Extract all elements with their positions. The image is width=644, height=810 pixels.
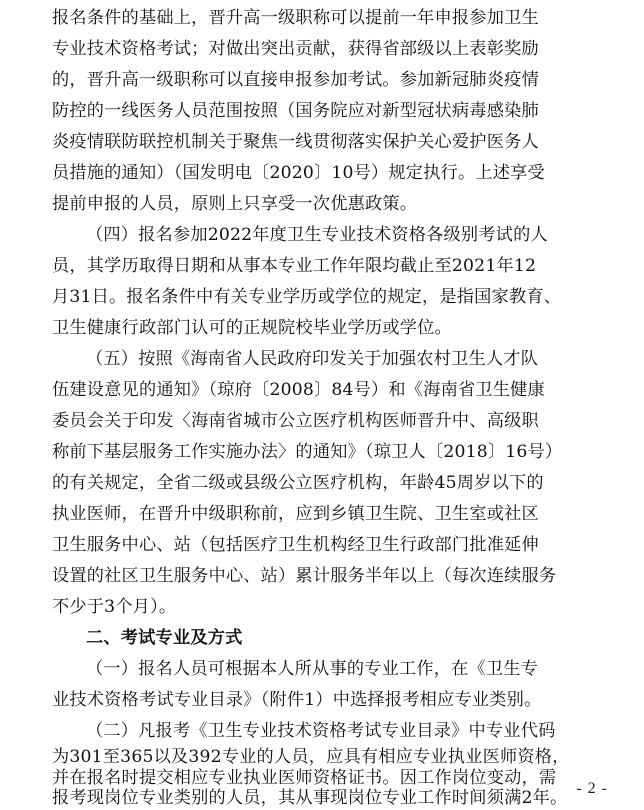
paragraph-3-line-3: 委员会关于印发〈海南省城市公立医疗机构医师晋升中、高级职 bbox=[52, 411, 539, 431]
paragraph-1-line-1: 报名条件的基础上，晋升高一级职称可以提前一年申报参加卫生 bbox=[52, 8, 539, 28]
paragraph-5-line-2: 为301至365以及392专业的人员，应具有相应专业执业医师资格， bbox=[52, 747, 570, 767]
paragraph-5-line-4: 报考现岗位专业类别的人员，其从事现岗位专业工作时间须满2年。 bbox=[52, 788, 568, 808]
paragraph-3-line-9: 不少于3个月）。 bbox=[52, 597, 177, 617]
paragraph-3-line-1: （五）按照《海南省人民政府印发关于加强农村卫生人才队 bbox=[86, 349, 539, 369]
paragraph-3-line-2: 伍建设意见的通知》（琼府〔2008〕84号）和《海南省卫生健康 bbox=[52, 380, 545, 400]
paragraph-3-line-5: 的有关规定，全省二级或县级公立医疗机构，年龄45周岁以下的 bbox=[52, 473, 544, 493]
section-heading: 二、考试专业及方式 bbox=[86, 628, 243, 648]
paragraph-3-line-4: 称前下基层服务工作实施办法〉的通知》（琼卫人〔2018〕16号） bbox=[52, 442, 563, 462]
paragraph-1-line-6: 员措施的通知）（国发明电〔2020〕10号）规定执行。上述享受 bbox=[52, 163, 545, 183]
paragraph-1-line-7: 提前申报的人员，原则上只享受一次优惠政策。 bbox=[52, 194, 418, 214]
paragraph-2-line-4: 卫生健康行政部门认可的正规院校毕业学历或学位。 bbox=[52, 318, 452, 338]
paragraph-1-line-3: 的，晋升高一级职称可以直接申报参加考试。参加新冠肺炎疫情 bbox=[52, 70, 539, 90]
paragraph-1-line-2: 专业技术资格考试；对做出突出贡献，获得省部级以上表彰奖励 bbox=[52, 39, 539, 59]
paragraph-5-line-1: （二）凡报考《卫生专业技术资格考试专业目录》中专业代码 bbox=[86, 721, 556, 741]
paragraph-3-line-7: 卫生服务中心、站（包括医疗卫生机构经卫生行政部门批准延伸 bbox=[52, 535, 539, 555]
paragraph-5-line-3: 并在报名时提交相应专业执业医师资格证书。因工作岗位变动，需 bbox=[52, 768, 557, 788]
page-number: - 2 - bbox=[576, 780, 608, 797]
paragraph-3-line-6: 执业医师，在晋升中级职称前，应到乡镇卫生院、卫生室或社区 bbox=[52, 504, 539, 524]
paragraph-3-line-8: 设置的社区卫生服务中心、站）累计服务半年以上（每次连续服务 bbox=[52, 566, 557, 586]
paragraph-2-line-2: 员，其学历取得日期和从事本专业工作年限均截止至2021年12 bbox=[52, 256, 537, 276]
paragraph-1-line-5: 炎疫情联防联控机制关于聚焦一线贯彻落实保护关心爱护医务人 bbox=[52, 132, 539, 152]
paragraph-4-line-1: （一）报名人员可根据本人所从事的专业工作，在《卫生专 bbox=[86, 659, 539, 679]
paragraph-2-line-3: 月31日。报名条件中有关专业学历或学位的规定，是指国家教育、 bbox=[52, 287, 562, 307]
paragraph-4-line-2: 业技术资格考试专业目录》（附件1）中选择报考相应专业类别。 bbox=[52, 690, 542, 710]
paragraph-2-line-1: （四）报名参加2022年度卫生专业技术资格各级别考试的人 bbox=[86, 225, 548, 245]
paragraph-1-line-4: 防控的一线医务人员范围按照（国务院应对新型冠状病毒感染肺 bbox=[52, 101, 539, 121]
